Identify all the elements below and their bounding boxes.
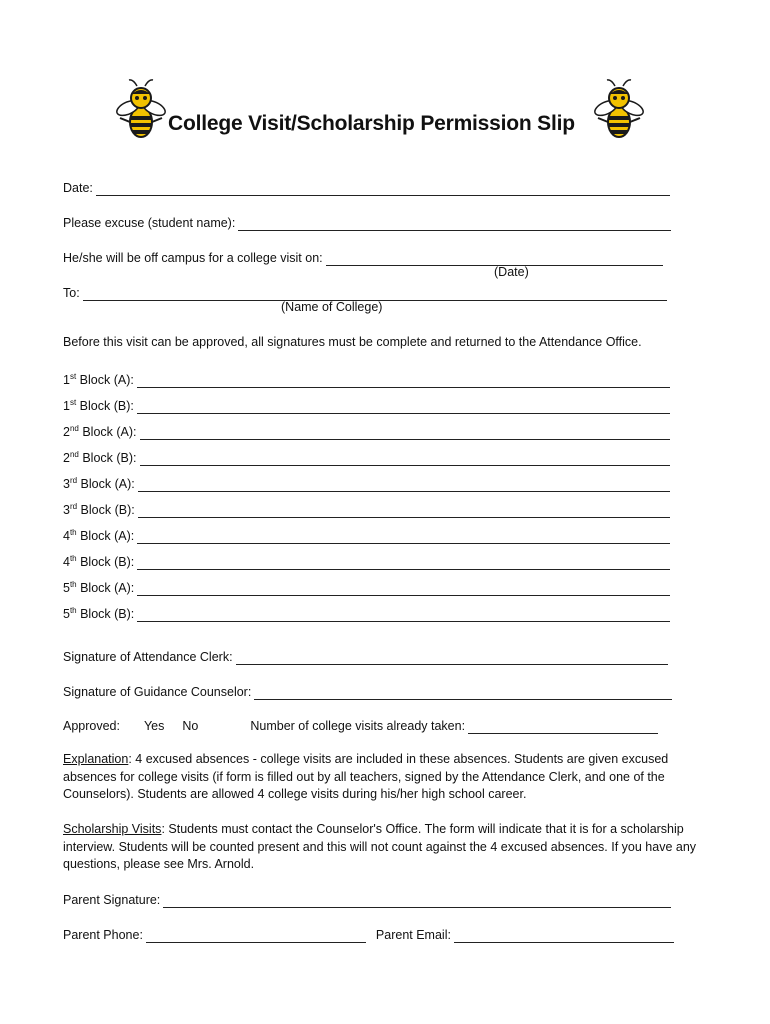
block-ordinal-suffix: st xyxy=(69,398,77,407)
block-period-label: Block (B): xyxy=(77,503,135,517)
block-ordinal-suffix: st xyxy=(69,372,77,381)
block-number: 3 xyxy=(63,503,70,517)
block-signature-line[interactable] xyxy=(140,426,670,440)
page-title: College Visit/Scholarship Permission Slip xyxy=(168,112,575,135)
block-signature-field[interactable] xyxy=(63,422,670,440)
scholarship-heading: Scholarship Visits xyxy=(63,822,162,836)
student-name-label: Please excuse (student name): xyxy=(63,216,236,230)
parent-phone-line[interactable] xyxy=(146,929,366,943)
block-label xyxy=(63,502,135,518)
date-hint: (Date) xyxy=(494,265,529,279)
visits-taken-label: Number of college visits already taken: xyxy=(250,719,466,733)
date-field[interactable] xyxy=(63,178,670,196)
block-signature-line[interactable] xyxy=(137,608,670,622)
attendance-clerk-label: Signature of Attendance Clerk: xyxy=(63,650,233,664)
explanation-text: : 4 excused absences - college visits are included in these absences. Students are given excused absences for college visits (if form is filled out by all teachers, signed by the Attendance Clerk, and one of the Counselors). Students are allowed 4 college visits during his/her high school career. xyxy=(63,752,669,801)
block-ordinal-suffix: nd xyxy=(69,450,79,459)
guidance-counselor-signature-field[interactable] xyxy=(63,682,672,700)
approved-label: Approved: xyxy=(63,719,120,733)
block-period-label: Block (A): xyxy=(78,425,137,439)
block-signature-field[interactable] xyxy=(63,474,670,492)
block-period-label: Block (B): xyxy=(76,607,135,621)
scholarship-text: : Students must contact the Counselor's Office. The form will indicate that it is for a scholarship interview. Students will be counted present and this will not count against the 4 excused absences. If you have any questions, please see Mrs. Arnold. xyxy=(63,822,697,871)
block-label xyxy=(63,476,135,492)
block-label xyxy=(63,528,134,544)
explanation-heading: Explanation xyxy=(63,752,129,766)
block-signature-line[interactable] xyxy=(137,582,670,596)
approved-no-option[interactable]: No xyxy=(182,719,199,733)
block-period-label: Block (B): xyxy=(76,555,135,569)
block-label xyxy=(63,424,137,440)
parent-signature-label: Parent Signature: xyxy=(63,893,161,907)
block-label xyxy=(63,554,134,570)
block-signature-line[interactable] xyxy=(137,530,670,544)
block-label xyxy=(63,606,134,622)
college-line[interactable] xyxy=(83,287,667,301)
parent-email-line[interactable] xyxy=(454,929,674,943)
block-label xyxy=(63,580,134,596)
block-signature-field[interactable] xyxy=(63,604,670,622)
block-label xyxy=(63,398,134,414)
block-number: 4 xyxy=(63,555,70,569)
block-number: 5 xyxy=(63,581,70,595)
visit-date-field[interactable] xyxy=(63,248,663,266)
block-signature-line[interactable] xyxy=(140,452,670,466)
guidance-counselor-label: Signature of Guidance Counselor: xyxy=(63,685,252,699)
attendance-clerk-line[interactable] xyxy=(236,651,668,665)
block-ordinal-suffix: th xyxy=(69,606,77,615)
date-label: Date: xyxy=(63,181,93,195)
block-period-label: Block (B): xyxy=(76,399,134,413)
block-signature-line[interactable] xyxy=(137,400,670,414)
block-number: 2 xyxy=(63,451,70,465)
block-period-label: Block (A): xyxy=(76,581,135,595)
block-signature-line[interactable] xyxy=(137,374,670,388)
block-period-label: Block (A): xyxy=(76,373,134,387)
explanation-paragraph xyxy=(63,751,703,804)
scholarship-paragraph xyxy=(63,821,703,874)
block-ordinal-suffix: rd xyxy=(69,476,78,485)
block-number: 2 xyxy=(63,425,70,439)
block-label xyxy=(63,372,134,388)
block-signature-field[interactable] xyxy=(63,552,670,570)
visits-taken-line[interactable] xyxy=(468,720,658,734)
block-number: 1 xyxy=(63,373,70,387)
block-period-label: Block (A): xyxy=(76,529,135,543)
student-name-line[interactable] xyxy=(238,217,671,231)
block-signature-field[interactable] xyxy=(63,578,670,596)
block-ordinal-suffix: th xyxy=(69,580,77,589)
visit-date-label: He/she will be off campus for a college visit on: xyxy=(63,251,323,265)
block-ordinal-suffix: th xyxy=(69,528,77,537)
block-period-label: Block (A): xyxy=(77,477,135,491)
parent-email-label: Parent Email: xyxy=(375,928,451,942)
student-name-field[interactable] xyxy=(63,213,671,231)
block-signature-field[interactable] xyxy=(63,526,670,544)
block-signature-field[interactable] xyxy=(63,448,670,466)
parent-signature-field[interactable] xyxy=(63,890,671,908)
yellow-jacket-mascot-icon xyxy=(588,78,650,142)
block-signature-field[interactable] xyxy=(63,370,670,388)
visit-date-line[interactable] xyxy=(326,252,663,266)
block-signature-line[interactable] xyxy=(138,478,670,492)
parent-contact-row xyxy=(63,925,674,943)
date-line[interactable] xyxy=(96,182,670,196)
approved-yes-option[interactable]: Yes xyxy=(143,719,165,733)
parent-phone-label: Parent Phone: xyxy=(63,928,143,942)
instruction-text: Before this visit can be approved, all signatures must be complete and returned to the Attendance Office. xyxy=(63,335,642,349)
block-signature-line[interactable] xyxy=(138,504,670,518)
block-number: 5 xyxy=(63,607,70,621)
parent-signature-line[interactable] xyxy=(163,894,671,908)
block-signature-line[interactable] xyxy=(137,556,670,570)
attendance-clerk-signature-field[interactable] xyxy=(63,647,668,665)
block-ordinal-suffix: th xyxy=(69,554,77,563)
block-period-label: Block (B): xyxy=(78,451,137,465)
college-label: To: xyxy=(63,286,80,300)
guidance-counselor-line[interactable] xyxy=(254,686,672,700)
college-hint: (Name of College) xyxy=(281,300,383,314)
block-number: 1 xyxy=(63,399,70,413)
block-ordinal-suffix: rd xyxy=(69,502,78,511)
block-signature-field[interactable] xyxy=(63,396,670,414)
college-field[interactable] xyxy=(63,283,667,301)
yellow-jacket-mascot-icon xyxy=(110,78,172,142)
block-signature-field[interactable] xyxy=(63,500,670,518)
approval-row xyxy=(63,716,658,734)
block-label xyxy=(63,450,137,466)
block-ordinal-suffix: nd xyxy=(69,424,79,433)
block-number: 4 xyxy=(63,529,70,543)
block-number: 3 xyxy=(63,477,70,491)
